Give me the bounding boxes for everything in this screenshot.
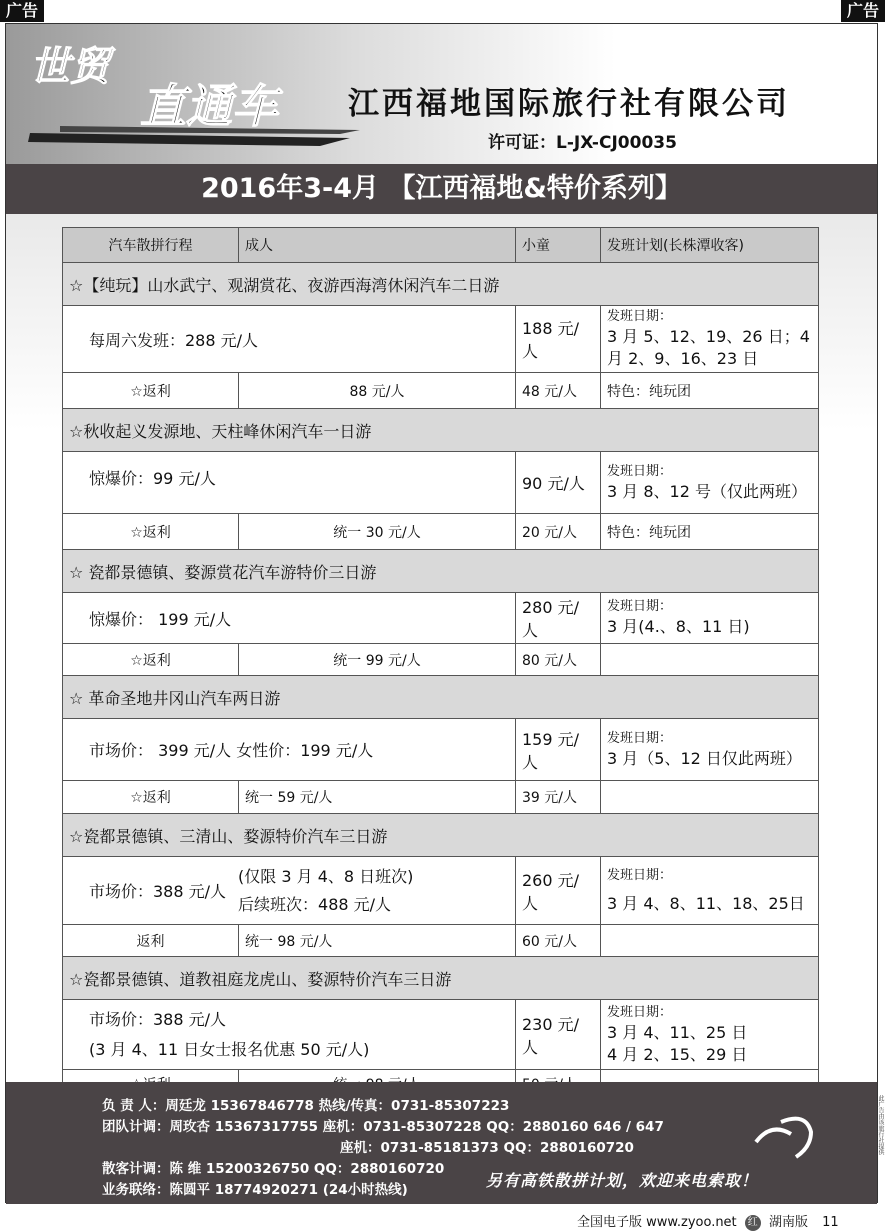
table-row bbox=[63, 452, 819, 514]
rebate-label: ☆返利 bbox=[63, 514, 239, 550]
feature: 特色：纯玩团 bbox=[601, 373, 819, 409]
rebate-row bbox=[63, 514, 819, 550]
schedule-dates: 3 月 8、12 号（仅此两班） bbox=[607, 481, 807, 501]
tour-table bbox=[62, 227, 819, 1098]
page-number: 11 bbox=[822, 1215, 839, 1230]
schedule-cell bbox=[601, 719, 819, 781]
badge-icon: 红 bbox=[745, 1215, 761, 1231]
contact-line: 散客计调：陈 维 15200326750 QQ：2880160720 bbox=[102, 1161, 445, 1177]
schedule-label: 发班日期： bbox=[607, 463, 673, 479]
license-number: 许可证：L-JX-CJ00035 bbox=[488, 133, 677, 153]
rebate-adult: 统一 99 元/人 bbox=[239, 644, 516, 676]
rebate-label: ☆返利 bbox=[63, 781, 239, 814]
promo-text: 另有高铁散拼计划，欢迎来电索取！ bbox=[486, 1171, 759, 1190]
schedule-label: 发班日期： bbox=[607, 867, 673, 883]
feature: 特色：纯玩团 bbox=[601, 514, 819, 550]
adult-price: 市场价：388 元/人 bbox=[89, 1009, 227, 1029]
schedule-dates: 3 月 4、11、25 日 bbox=[607, 1022, 748, 1042]
schedule-dates: 3 月 5、12、19、26 日；4 月 2、9、16、23 日 bbox=[607, 327, 810, 368]
schedule-label: 发班日期： bbox=[607, 730, 673, 746]
rebate-label: ☆返利 bbox=[63, 373, 239, 409]
feature bbox=[601, 644, 819, 676]
table-row bbox=[63, 593, 819, 644]
feature bbox=[601, 925, 819, 957]
feature bbox=[601, 781, 819, 814]
rebate-row bbox=[63, 373, 819, 409]
schedule-cell bbox=[601, 306, 819, 373]
rebate-label: ☆返利 bbox=[63, 644, 239, 676]
section-title: ☆ 革命圣地井冈山汽车两日游 bbox=[63, 676, 819, 719]
company-name: 江西福地国际旅行社有限公司 bbox=[348, 86, 790, 122]
schedule-label: 发班日期： bbox=[607, 599, 673, 614]
child-price: 260 元/人 bbox=[516, 857, 601, 925]
rebate-adult: 88 元/人 bbox=[239, 373, 516, 409]
contact-line: 负 责 人：周廷龙 15367846778 热线/传真：0731-85307223 bbox=[102, 1098, 510, 1114]
adult-price: 惊爆价：99 元/人 bbox=[63, 452, 516, 514]
brand-logo bbox=[20, 38, 360, 148]
section-title-row bbox=[63, 814, 819, 857]
section-title-row bbox=[63, 957, 819, 1000]
logo-line1: 世贸 bbox=[30, 44, 110, 90]
adult-price: 每周六发班：288 元/人 bbox=[63, 306, 516, 373]
table-header-row bbox=[63, 228, 819, 263]
adult-price: 市场价：388 元/人 bbox=[89, 882, 227, 901]
schedule-dates: 3 月(4.、8、11 日) bbox=[607, 617, 750, 636]
edition-label: 全国电子版 bbox=[577, 1215, 643, 1230]
section-title: ☆瓷都景德镇、道教祖庭龙虎山、婺源特价汽车三日游 bbox=[63, 957, 819, 1000]
rebate-row bbox=[63, 644, 819, 676]
ad-tag-left: 广告 bbox=[0, 0, 44, 22]
ad-tag-right: 广告 bbox=[841, 0, 885, 22]
contact-line: 团队计调：周玫杏 15367317755 座机：0731-85307228 QQ：2880160 646 / 647 bbox=[102, 1119, 664, 1135]
rebate-row bbox=[63, 781, 819, 814]
rebate-row bbox=[63, 925, 819, 957]
schedule-cell bbox=[601, 857, 819, 925]
rebate-adult: 统一 30 元/人 bbox=[239, 514, 516, 550]
price-note: (仅限 3 月 4、8 日班次) bbox=[238, 866, 414, 886]
page-title: 2016年3-4月 【江西福地&特价系列】 bbox=[6, 164, 877, 214]
schedule-dates: 3 月 4、8、11、18、25日 bbox=[607, 893, 805, 913]
child-price: 280 元/人 bbox=[516, 593, 601, 644]
schedule-label: 发班日期： bbox=[607, 309, 673, 324]
child-price: 230 元/人 bbox=[516, 1000, 601, 1070]
adult-price-cell bbox=[63, 857, 516, 925]
region-label: 湖南版 bbox=[768, 1215, 808, 1230]
table-row bbox=[63, 857, 819, 925]
table-row bbox=[63, 719, 819, 781]
child-price: 159 元/人 bbox=[516, 719, 601, 781]
section-title-row bbox=[63, 263, 819, 306]
section-title: ☆【纯玩】山水武宁、观湖赏花、夜游西海湾休闲汽车二日游 bbox=[63, 263, 819, 306]
site-link[interactable]: www.zyoo.net bbox=[646, 1215, 737, 1230]
rebate-child: 80 元/人 bbox=[516, 644, 601, 676]
bottom-bar bbox=[577, 1211, 839, 1231]
rebate-child: 20 元/人 bbox=[516, 514, 601, 550]
rebate-child: 60 元/人 bbox=[516, 925, 601, 957]
section-title-row bbox=[63, 676, 819, 719]
child-price: 90 元/人 bbox=[516, 452, 601, 514]
table-row bbox=[63, 306, 819, 373]
section-title: ☆秋收起义发源地、天柱峰休闲汽车一日游 bbox=[63, 409, 819, 452]
header-adult: 成人 bbox=[239, 228, 516, 263]
contact-footer bbox=[6, 1082, 877, 1204]
schedule-dates: 3 月（5、12 日仅此两班） bbox=[607, 748, 802, 768]
header-schedule: 发班计划(长株潭收客) bbox=[601, 228, 819, 263]
section-title-row bbox=[63, 409, 819, 452]
rebate-child: 48 元/人 bbox=[516, 373, 601, 409]
rebate-child: 39 元/人 bbox=[516, 781, 601, 814]
price-note: 后续班次：488 元/人 bbox=[238, 894, 392, 914]
rebate-adult: 统一 59 元/人 bbox=[239, 781, 516, 814]
child-price: 188 元/人 bbox=[516, 306, 601, 373]
section-title-row bbox=[63, 550, 819, 593]
schedule-cell bbox=[601, 452, 819, 514]
section-title: ☆瓷都景德镇、三清山、婺源特价汽车三日游 bbox=[63, 814, 819, 857]
contact-line: 座机：0731-85181373 QQ：2880160720 bbox=[340, 1140, 634, 1156]
adult-price-cell bbox=[63, 1000, 516, 1070]
header-child: 小童 bbox=[516, 228, 601, 263]
schedule-dates-2: 4 月 2、15、29 日 bbox=[607, 1044, 748, 1064]
adult-price: 惊爆价： 199 元/人 bbox=[63, 593, 516, 644]
price-note: (3 月 4、11 日女士报名优惠 50 元/人) bbox=[89, 1039, 370, 1059]
swirl-icon bbox=[751, 1112, 821, 1162]
contact-line: 业务联络：陈圆平 18774920271 (24小时热线) bbox=[102, 1182, 408, 1198]
side-note: 此广告由该旅行社提供 bbox=[877, 1095, 884, 1155]
schedule-cell bbox=[601, 593, 819, 644]
schedule-label: 发班日期： bbox=[607, 1004, 673, 1020]
logo-line2: 直通车 bbox=[140, 79, 278, 133]
header-route: 汽车散拼行程 bbox=[63, 228, 239, 263]
rebate-label: 返利 bbox=[63, 925, 239, 957]
section-title: ☆ 瓷都景德镇、婺源赏花汽车游特价三日游 bbox=[63, 550, 819, 593]
rebate-adult: 统一 98 元/人 bbox=[239, 925, 516, 957]
schedule-cell bbox=[601, 1000, 819, 1070]
table-row bbox=[63, 1000, 819, 1070]
adult-price: 市场价： 399 元/人 女性价：199 元/人 bbox=[63, 719, 516, 781]
